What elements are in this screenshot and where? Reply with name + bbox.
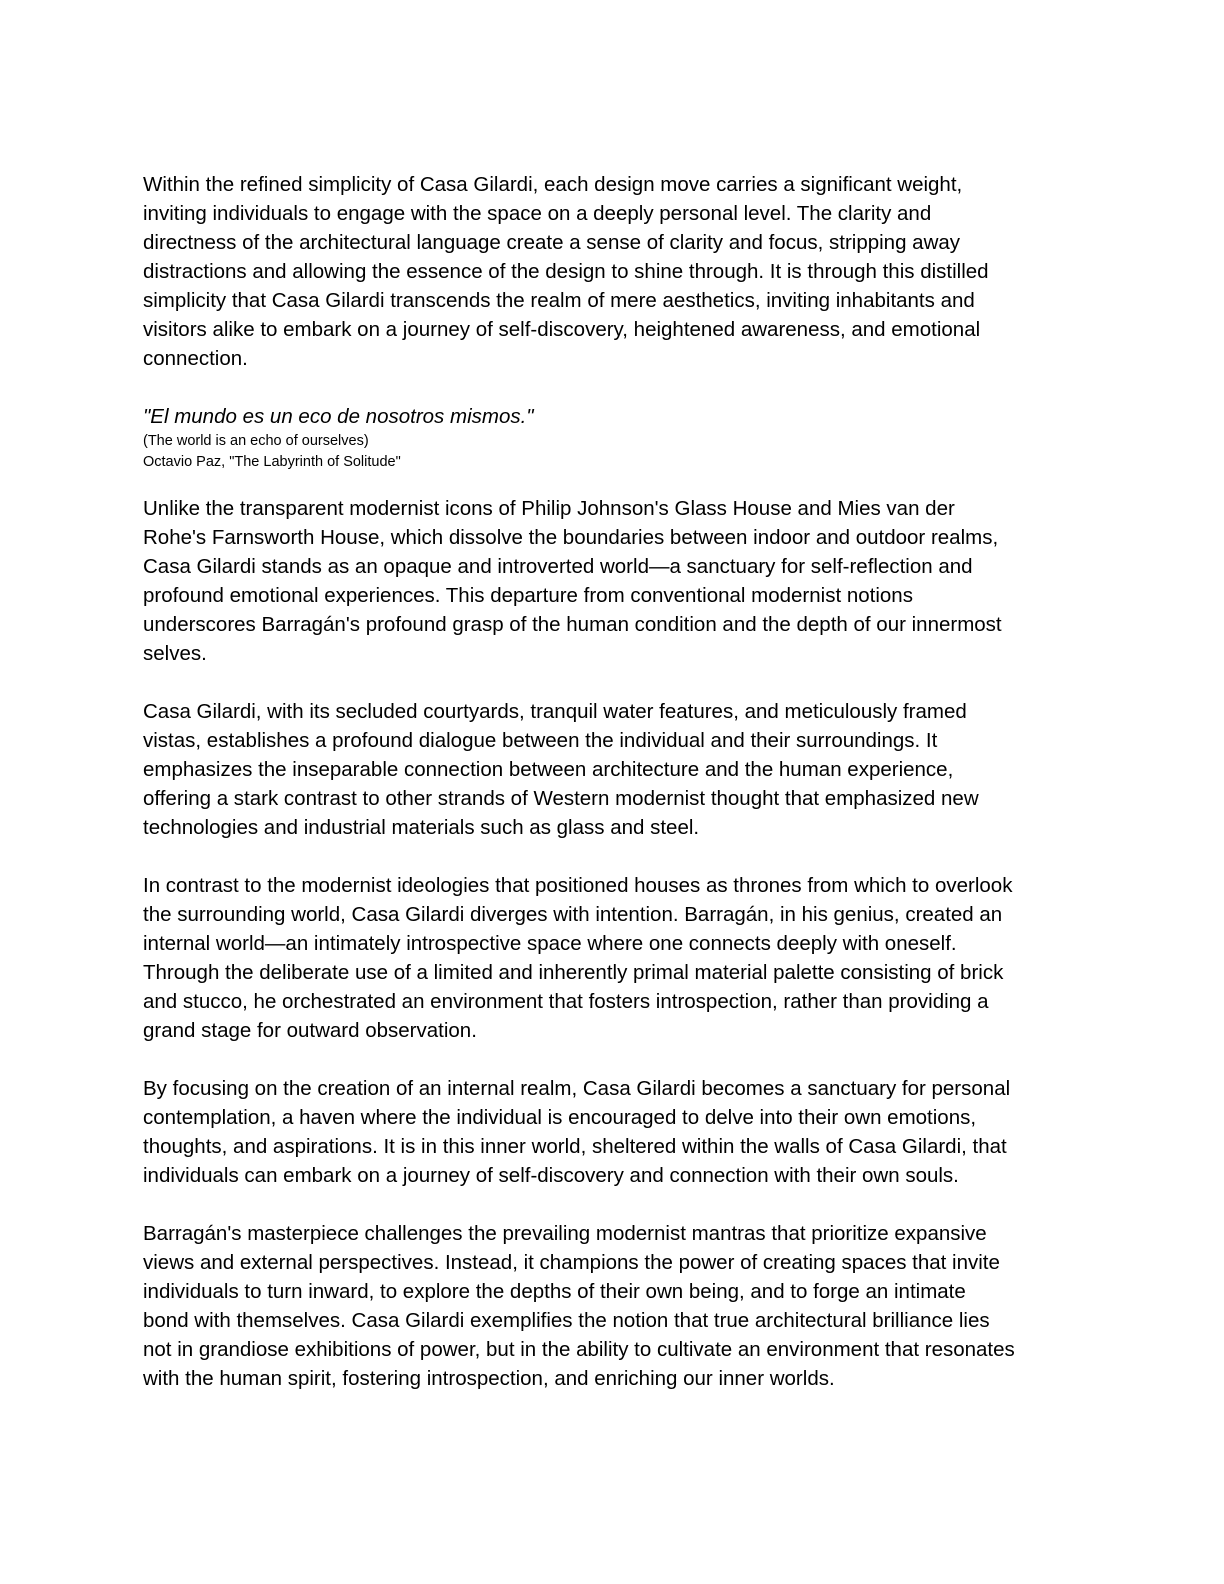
epigraph — [143, 402, 1078, 473]
paragraph-sanctuary: By focusing on the creation of an internal realm, Casa Gilardi becomes a sanctuary for personal contemplation, a haven where the individual is encouraged to delve into their own emotions, thoughts, and aspirations. It is in this inner world, sheltered within the walls of Casa Gilardi, that individuals can embark on a journey of self-discovery and connection with their own souls. — [143, 1077, 1011, 1187]
paragraph-glass-house: Unlike the transparent modernist icons of Philip Johnson's Glass House and Mies van der Rohe's Farnsworth House, which dissolve the boundaries between indoor and outdoor realms, Casa Gilardi stands as an opaque and introverted world—a sanctuary for self-reflection and profound emotional experiences. This departure from conventional modernist notions underscores Barragán's profound grasp of the human condition and the depth of our innermost selves. — [143, 497, 1002, 665]
paragraph-internal-world: In contrast to the modernist ideologies that positioned houses as thrones from which to overlook the surrounding world, Casa Gilardi diverges with intention. Barragán, in his genius, created an internal world—an intimately introspective space where one connects deeply with oneself. Through the deliberate use of a limited and inherently primal material palette consisting of brick and stucco, he orchestrated an environment that fosters introspection, rather than providing a grand stage for outward observation. — [143, 874, 1013, 1042]
quote-attribution: Octavio Paz, "The Labyrinth of Solitude" — [143, 454, 401, 470]
paragraph-masterpiece: Barragán's masterpiece challenges the prevailing modernist mantras that prioritize expansive views and external perspectives. Instead, it champions the power of creating spaces that invite individuals to turn inward, to explore the depths of their own being, and to forge an intimate bond with themselves. Casa Gilardi exemplifies the notion that true architectural brilliance lies not in grandiose exhibitions of power, but in the ability to cultivate an environment that resonates with the human spirit, fostering introspection, and enriching our inner worlds. — [143, 1222, 1015, 1390]
paragraph-intro: Within the refined simplicity of Casa Gilardi, each design move carries a significant weight, inviting individuals to engage with the space on a deeply personal level. The clarity and directness of the architectural language create a sense of clarity and focus, stripping away distractions and allowing the essence of the design to shine through. It is through this distilled simplicity that Casa Gilardi transcends the realm of mere aesthetics, inviting inhabitants and visitors alike to embark on a journey of self-discovery, heightened awareness, and emotional connection. — [143, 173, 989, 370]
document-page — [143, 170, 1078, 1393]
quote-translation: (The world is an echo of ourselves) — [143, 433, 369, 449]
quote-text: "El mundo es un eco de nosotros mismos." — [143, 405, 534, 428]
paragraph-courtyards: Casa Gilardi, with its secluded courtyards, tranquil water features, and meticulously framed vistas, establishes a profound dialogue between the individual and their surroundings. It emphasizes the inseparable connection between architecture and the human experience, offering a stark contrast to other strands of Western modernist thought that emphasized new technologies and industrial materials such as glass and steel. — [143, 700, 979, 839]
